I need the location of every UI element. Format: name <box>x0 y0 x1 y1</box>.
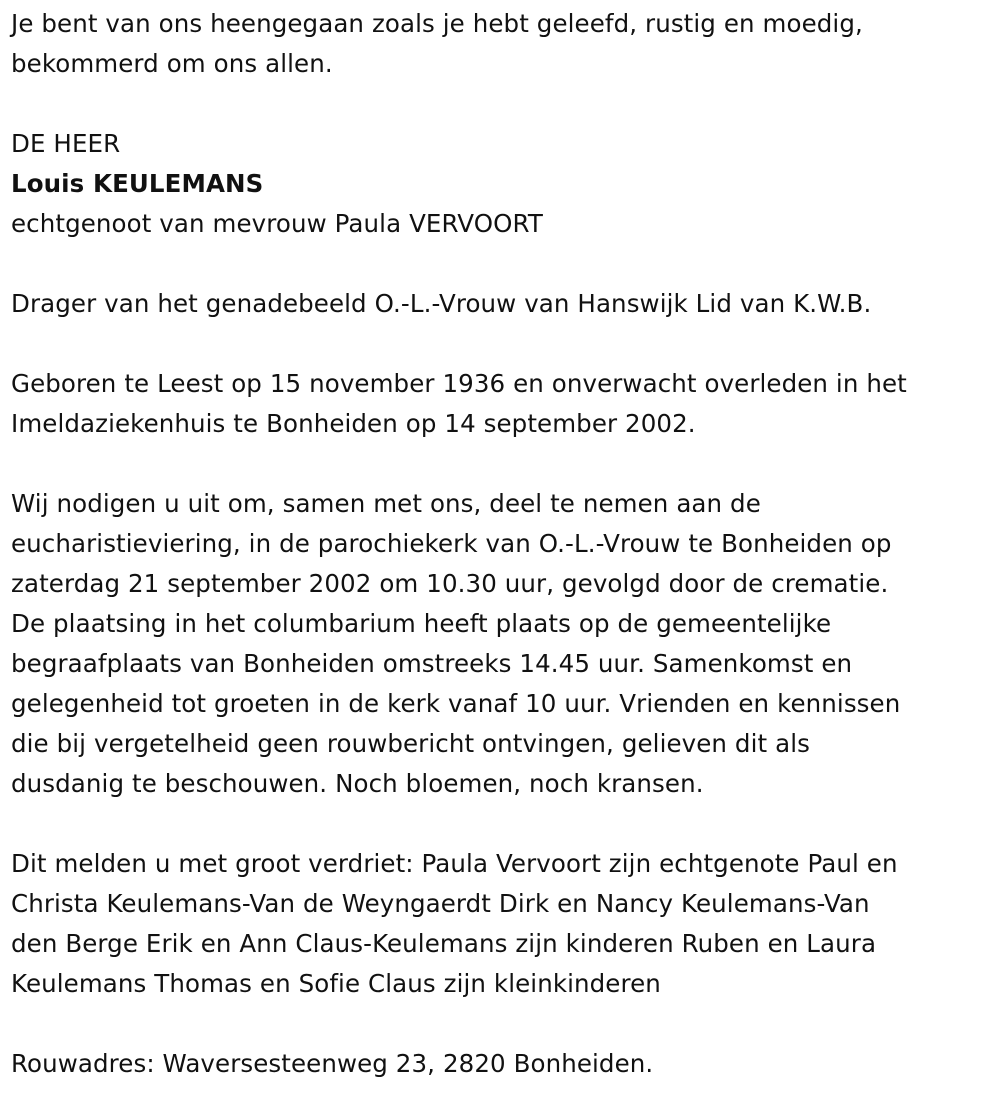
spacer <box>11 444 986 484</box>
mourning-address: Rouwadres: Waversesteenweg 23, 2820 Bonheiden. <box>11 1049 654 1078</box>
family-line: Dit melden u met groot verdriet: Paula Vervoort zijn echtgenote Paul en <box>11 849 898 878</box>
role-line: Drager van het genadebeeld O.-L.-Vrouw van Hanswijk Lid van K.W.B. <box>11 289 872 318</box>
address-paragraph <box>11 1044 986 1084</box>
birth-death-line: Imeldaziekenhuis te Bonheiden op 14 september 2002. <box>11 409 696 438</box>
invitation-line: die bij vergetelheid geen rouwbericht ontvingen, gelieven dit als <box>11 729 810 758</box>
invitation-line: dusdanig te beschouwen. Noch bloemen, noch kransen. <box>11 769 704 798</box>
spouse-line: echtgenoot van mevrouw Paula VERVOORT <box>11 209 543 238</box>
spacer <box>11 244 986 284</box>
honorific: DE HEER <box>11 129 121 158</box>
invitation-line: De plaatsing in het columbarium heeft plaats op de gemeentelijke <box>11 609 832 638</box>
invitation-line: begraafplaats van Bonheiden omstreeks 14.45 uur. Samenkomst en <box>11 649 853 678</box>
opening-line: Je bent van ons heengegaan zoals je hebt geleefd, rustig en moedig, <box>11 9 863 38</box>
death-notice <box>11 4 986 1084</box>
opening-line: bekommerd om ons allen. <box>11 49 333 78</box>
invitation-line: Wij nodigen u uit om, samen met ons, deel te nemen aan de <box>11 489 761 518</box>
birth-death-paragraph <box>11 364 986 444</box>
birth-death-line: Geboren te Leest op 15 november 1936 en onverwacht overleden in het <box>11 369 907 398</box>
invitation-line: gelegenheid tot groeten in de kerk vanaf 10 uur. Vrienden en kennissen <box>11 689 901 718</box>
role-paragraph <box>11 284 986 324</box>
opening-paragraph <box>11 4 986 84</box>
invitation-line: zaterdag 21 september 2002 om 10.30 uur, gevolgd door de crematie. <box>11 569 889 598</box>
invitation-paragraph <box>11 484 986 804</box>
family-line: Keulemans Thomas en Sofie Claus zijn kleinkinderen <box>11 969 661 998</box>
family-line: Christa Keulemans-Van de Weyngaerdt Dirk en Nancy Keulemans-Van <box>11 889 870 918</box>
spouse-paragraph <box>11 204 986 244</box>
title-line <box>11 124 986 164</box>
family-paragraph <box>11 844 986 1004</box>
name-line <box>11 164 986 204</box>
spacer <box>11 324 986 364</box>
spacer <box>11 804 986 844</box>
spacer <box>11 84 986 124</box>
spacer <box>11 1004 986 1044</box>
deceased-name: Louis KEULEMANS <box>11 169 264 198</box>
invitation-line: eucharistieviering, in de parochiekerk van O.-L.-Vrouw te Bonheiden op <box>11 529 892 558</box>
family-line: den Berge Erik en Ann Claus-Keulemans zijn kinderen Ruben en Laura <box>11 929 877 958</box>
